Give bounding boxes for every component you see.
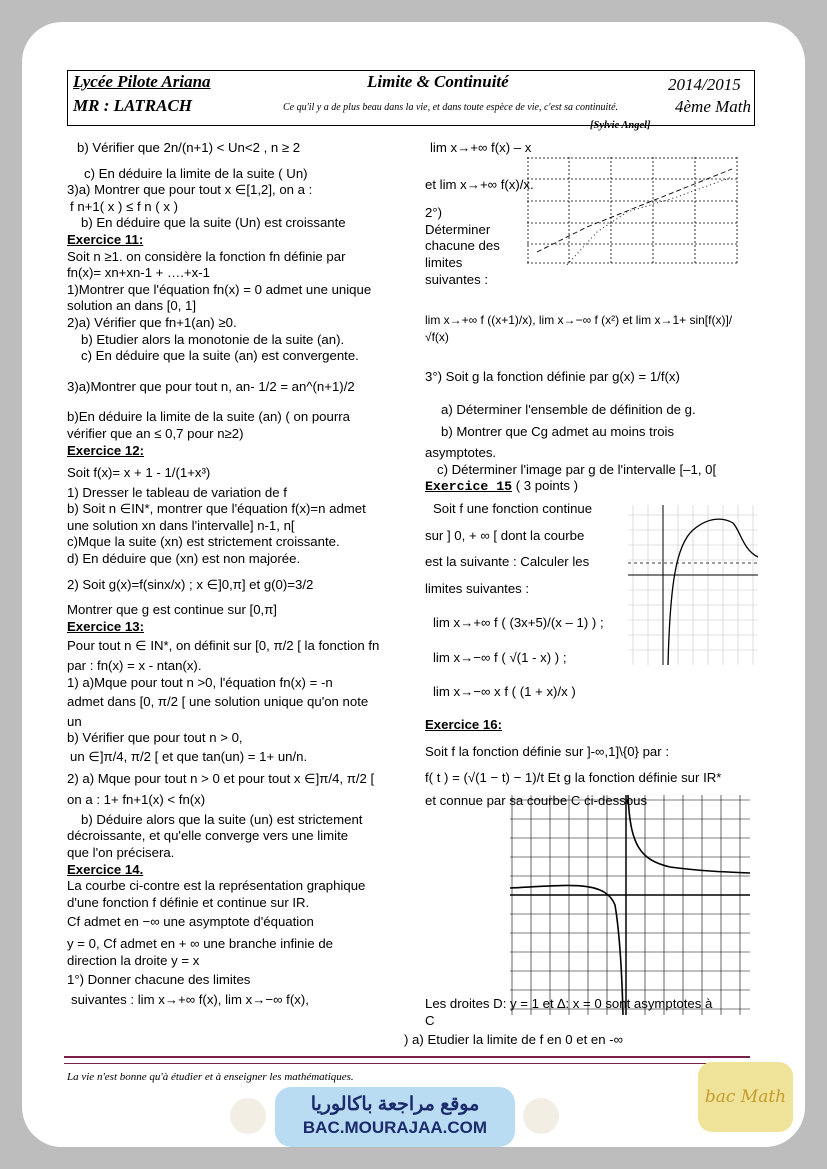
text-line: c) En déduire que la suite (an) est convergente. xyxy=(81,348,359,364)
text-line: direction la droite y = x xyxy=(67,952,200,968)
text-line: solution an dans [0, 1] xyxy=(67,298,197,314)
text-line: et connue par sa courbe C ci-dessous xyxy=(425,792,648,808)
exercise-heading: Exercice 14. xyxy=(67,861,144,877)
quote: Ce qu'il y a de plus beau dans la vie, et dans toute espèce de vie, c'est sa continuité. xyxy=(283,102,619,113)
right-logo xyxy=(523,1098,559,1134)
class-level: 4ème Math xyxy=(675,97,752,116)
text-line: d) En déduire que (xn) est non majorée. xyxy=(67,551,301,567)
text-line: lim x→+∞ f ((x+1)/x), lim x→−∞ f (x²) et lim x→1+ sin[f(x)]/√f(x) xyxy=(425,313,733,344)
site-name-arabic: موقع مراجعة باكالوريا xyxy=(310,1094,480,1115)
site-url: BAC.MOURAJAA.COM xyxy=(302,1118,488,1137)
exercise-heading: Exercice 13: xyxy=(67,618,144,634)
text-line: et lim x→+∞ f(x)/x. xyxy=(425,176,534,192)
exercise-points: ( 3 points ) xyxy=(515,478,579,494)
bac-math-logo: bac Math xyxy=(698,1062,793,1132)
text-line: fn(x)= xn+xn-1 + ….+x-1 xyxy=(67,265,210,281)
text-line: une solution xn dans l'intervalle] n-1, n[ xyxy=(67,517,295,533)
text-line: suivantes : lim x→+∞ f(x), lim x→−∞ f(x), xyxy=(71,991,309,1007)
text-line: 1°) Donner chacune des limites xyxy=(67,972,251,988)
text-line: 3°) Soit g la fonction définie par g(x) = 1/f(x) xyxy=(425,369,680,385)
text-line: 2) Soit g(x)=f(sinx/x) ; x ∈]0,π] et g(0)=3/2 xyxy=(67,576,314,592)
text-line: vérifier que an ≤ 0,7 pour n≥2) xyxy=(67,425,244,441)
text-line: suivantes : xyxy=(425,271,489,287)
teacher-name: MR : LATRACH xyxy=(73,96,193,115)
text-line: un ∈]π/4, π/2 [ et que tan(un) = 1+ un/n. xyxy=(70,749,308,764)
text-line: b)En déduire la limite de la suite (an) ( on pourra xyxy=(67,409,350,425)
text-line: La courbe ci-contre est la représentation graphique xyxy=(67,878,366,894)
quote-author: [Sylvie Angel] xyxy=(590,120,651,131)
text-line: Montrer que g est continue sur [0,π] xyxy=(67,602,277,618)
text-line: Déterminer xyxy=(425,221,491,237)
text-line: d'une fonction f définie et continue sur IR. xyxy=(67,894,310,910)
text-line: 1) Dresser le tableau de variation de f xyxy=(67,484,287,500)
text-line: admet dans [0, π/2 [ une solution unique qu'on note xyxy=(67,694,369,710)
footer-divider xyxy=(64,1063,750,1064)
text-line: lim x→−∞ f ( √(1 - x) ) ; xyxy=(433,649,567,665)
text-line: b) Etudier alors la monotonie de la suite (an). xyxy=(81,331,345,347)
text-line: b) En déduire que la suite (Un) est croissante xyxy=(81,215,346,231)
exercise-heading: Exercice 16: xyxy=(425,717,502,733)
text-line: par : fn(x) = x - ntan(x). xyxy=(67,658,202,674)
exercise16-graph xyxy=(510,795,750,1015)
text-line: ) a) Etudier la limite de f en 0 et en -∞ xyxy=(404,1032,624,1047)
exercise-heading: Exercice 11: xyxy=(67,231,144,247)
text-line: c)Mque la suite (xn) est strictement croissante. xyxy=(67,534,340,550)
text-line: f( t ) = (√(1 − t) − 1)/t Et g la fonction définie sur IR* xyxy=(425,770,722,786)
text-line: un xyxy=(67,713,82,729)
exercise15-graph xyxy=(628,505,758,665)
text-line: Cf admet en −∞ une asymptote d'équation xyxy=(67,914,314,930)
text-line: 3)a)Montrer que pour tout n, an- 1/2 = an^(n+1)/2 xyxy=(67,378,355,394)
text-line: b) Déduire alors que la suite (un) est strictement xyxy=(81,811,363,827)
text-line: b) Vérifier que pour tout n > 0, xyxy=(67,730,243,746)
school-name: Lycée Pilote Ariana xyxy=(73,72,211,91)
text-line: b) Montrer que Cg admet au moins trois xyxy=(441,423,675,439)
text-line: a) Déterminer l'ensemble de définition de g. xyxy=(441,401,696,417)
text-line: 3)a) Montrer que pour tout x ∈[1,2], on a : xyxy=(67,182,313,198)
text-line: on a : 1+ fn+1(x) < fn(x) xyxy=(67,792,206,808)
text-line: décroissante, et qu'elle converge vers une limite xyxy=(67,828,349,844)
text-line: 2) a) Mque pour tout n > 0 et pour tout x ∈]π/4, π/2 [ xyxy=(67,770,375,786)
text-line: C xyxy=(425,1012,435,1028)
right-column-last xyxy=(404,1032,744,1049)
text-line: lim x→+∞ f(x) – x xyxy=(430,140,532,155)
text-line: sur ] 0, + ∞ [ dont la courbe xyxy=(425,527,585,543)
text-line: asymptotes. xyxy=(425,445,497,461)
text-line: Pour tout n ∈ IN*, on définit sur [0, π/2 [ la fonction fn xyxy=(67,638,380,654)
text-line: c) En déduire la limite de la suite ( Un) xyxy=(84,165,308,181)
page-title: Limite & Continuité xyxy=(367,72,509,91)
text-line: Soit n ≥1. on considère la fonction fn définie par xyxy=(67,248,346,264)
exercise14-graph xyxy=(527,157,739,265)
left-logo xyxy=(230,1098,266,1134)
text-line: que l'on précisera. xyxy=(67,844,175,860)
text-line: chacune des xyxy=(425,238,500,254)
text-line: 1) a)Mque pour tout n >0, l'équation fn(x) = -n xyxy=(67,674,333,690)
text-line: 1)Montrer que l'équation fn(x) = 0 admet une unique xyxy=(67,281,372,297)
text-line: lim x→−∞ x f ( (1 + x)/x ) xyxy=(433,684,576,700)
text-line: b) Soit n ∈IN*, montrer que l'équation f(x)=n admet xyxy=(67,501,366,517)
text-line: limites xyxy=(425,254,463,270)
text-line: Les droites D: y = 1 et ∆: x = 0 sont asymptotes à xyxy=(425,996,713,1011)
exercise-heading: Exercice 15 xyxy=(425,479,513,495)
text-line: est la suivante : Calculer les xyxy=(425,554,590,570)
left-column xyxy=(67,140,402,1008)
text-line: Soit f(x)= x + 1 - 1/(1+x³) xyxy=(67,465,211,481)
footer-divider xyxy=(64,1056,750,1058)
footer-motto: La vie n'est bonne qu'à étudier et à enseigner les mathématiques. xyxy=(67,1071,354,1083)
text-line: lim x→+∞ f ( (3x+5)/(x – 1) ) ; xyxy=(433,615,604,631)
text-line: c) Déterminer l'image par g de l'intervalle [–1, 0[ xyxy=(437,461,717,477)
text-line: 2)a) Vérifier que fn+1(an) ≥0. xyxy=(67,314,237,330)
text-line: y = 0, Cf admet en + ∞ une branche infinie de xyxy=(67,935,333,951)
text-line: limites suivantes : xyxy=(425,580,530,596)
text-line: b) Vérifier que 2n/(n+1) < Un<2 , n ≥ 2 xyxy=(77,140,301,155)
text-line: f n+1( x ) ≤ f n ( x ) xyxy=(70,198,178,214)
school-year: 2014/2015 xyxy=(668,75,741,94)
site-banner[interactable] xyxy=(275,1087,515,1147)
text-line: 2°) xyxy=(425,205,442,221)
text-line: Soit f la fonction définie sur ]-∞,1]\{0} par : xyxy=(425,743,669,759)
text-line: Soit f une fonction continue xyxy=(433,500,593,516)
exercise-heading: Exercice 12: xyxy=(67,442,144,458)
